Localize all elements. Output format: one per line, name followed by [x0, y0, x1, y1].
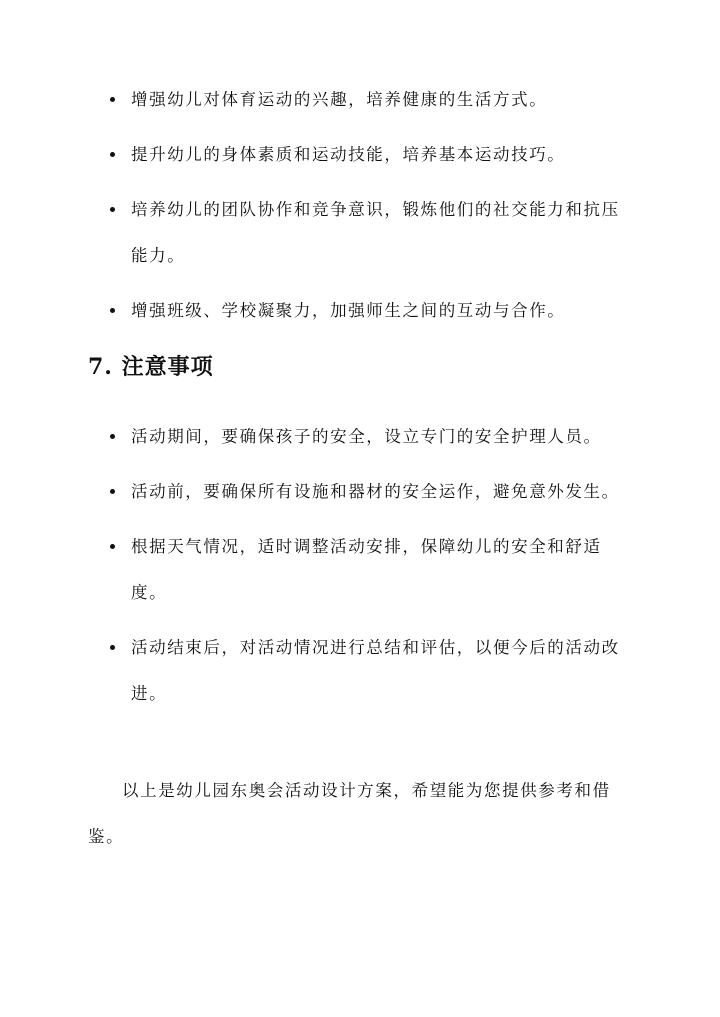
- list-item-text: 根据天气情况，适时调整活动安排，保障幼儿的安全和舒适度。: [131, 537, 602, 602]
- list-item-text: 活动结束后，对活动情况进行总结和评估，以便今后的活动改进。: [131, 638, 620, 703]
- list-item: [0, 625, 720, 717]
- goals-list: [0, 77, 720, 343]
- section-title: 注意事项: [121, 354, 214, 380]
- bullet-icon: [110, 152, 115, 157]
- notes-list: [0, 414, 720, 726]
- list-item: [0, 132, 720, 178]
- list-item-text: 活动前，要确保所有设施和器材的安全运作，避免意外发生。: [131, 482, 620, 501]
- list-item: [0, 524, 720, 616]
- list-item-text: 活动期间，要确保孩子的安全，设立专门的安全护理人员。: [131, 427, 602, 446]
- list-item-text: 增强班级、学校凝聚力，加强师生之间的互动与合作。: [131, 301, 566, 320]
- closing-paragraph: 以上是幼儿园东奥会活动设计方案，希望能为您提供参考和借鉴。: [88, 781, 611, 846]
- list-item: [0, 469, 720, 515]
- list-item: [0, 77, 720, 123]
- bullet-icon: [110, 97, 115, 102]
- section-number: 7.: [88, 354, 113, 380]
- bullet-icon: [110, 645, 115, 650]
- bullet-icon: [110, 489, 115, 494]
- list-item-text: 增强幼儿对体育运动的兴趣，培养健康的生活方式。: [131, 90, 548, 109]
- section-heading: [88, 350, 214, 381]
- list-item-text: 提升幼儿的身体素质和运动技能，培养基本运动技巧。: [131, 145, 566, 164]
- bullet-icon: [110, 207, 115, 212]
- list-item-text: 培养幼儿的团队协作和竞争意识，锻炼他们的社交能力和抗压能力。: [131, 200, 620, 265]
- bullet-icon: [110, 434, 115, 439]
- list-item: [0, 288, 720, 334]
- list-item: [0, 414, 720, 460]
- bullet-icon: [110, 544, 115, 549]
- list-item: [0, 187, 720, 279]
- bullet-icon: [110, 308, 115, 313]
